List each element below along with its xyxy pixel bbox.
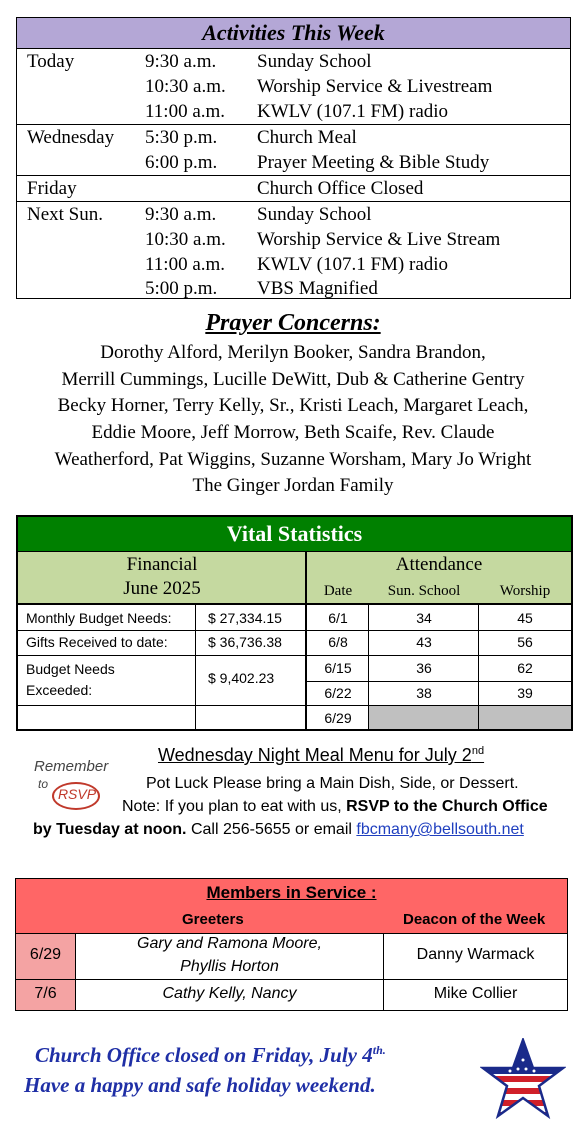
attendance-worship: 56 bbox=[517, 634, 533, 650]
activities-group-today bbox=[17, 48, 570, 124]
activity-time: 10:30 a.m. bbox=[145, 229, 226, 250]
activity-event: Worship Service & Livestream bbox=[257, 76, 493, 97]
activity-row bbox=[17, 49, 570, 74]
gifts-received-label: Gifts Received to date: bbox=[26, 634, 168, 650]
meal-title-text: Wednesday Night Meal Menu for July 2 bbox=[158, 745, 472, 765]
meal-contact-text: Call 256-5655 or email bbox=[186, 821, 357, 838]
grid-line bbox=[195, 605, 196, 729]
prayer-line: The Ginger Jordan Family bbox=[192, 475, 394, 496]
financial-period: June 2025 bbox=[123, 578, 201, 599]
activity-time: 9:30 a.m. bbox=[145, 204, 217, 225]
attendance-worship: 39 bbox=[517, 685, 533, 701]
activity-time: 5:30 p.m. bbox=[145, 127, 218, 148]
activity-row bbox=[17, 125, 570, 150]
activity-day: Friday bbox=[27, 178, 77, 199]
activity-event: VBS Magnified bbox=[257, 278, 378, 299]
logo-rsvp-text: RSVP bbox=[57, 786, 97, 802]
budget-exceeded-value: $ 9,402.23 bbox=[208, 670, 275, 686]
activity-day: Today bbox=[27, 51, 75, 72]
attendance-date: 6/22 bbox=[324, 685, 352, 701]
activity-time: 5:00 p.m. bbox=[145, 278, 218, 299]
vital-statistics-table bbox=[16, 515, 573, 731]
attendance-empty-cell bbox=[369, 706, 479, 729]
logo-remember-text: Remember bbox=[34, 758, 109, 775]
prayer-line: Dorothy Alford, Merilyn Booker, Sandra Brandon, bbox=[100, 342, 486, 363]
grid-line bbox=[16, 933, 567, 934]
activity-row bbox=[17, 227, 570, 252]
members-title: Members in Service : bbox=[206, 883, 377, 902]
activity-day: Next Sun. bbox=[27, 204, 103, 225]
grid-line bbox=[18, 705, 571, 706]
activity-time: 10:30 a.m. bbox=[145, 76, 226, 97]
meal-rsvp-emphasis: RSVP to the Church Office bbox=[346, 798, 548, 815]
attendance-school: 36 bbox=[416, 660, 432, 676]
attendance-date: 6/8 bbox=[328, 634, 348, 650]
grid-line bbox=[307, 681, 571, 682]
activity-row bbox=[17, 176, 570, 201]
meal-deadline: by Tuesday at noon. bbox=[33, 821, 187, 838]
activity-day: Wednesday bbox=[27, 127, 115, 148]
office-closed-notice bbox=[35, 1043, 386, 1068]
attendance-school: 38 bbox=[416, 685, 432, 701]
members-greeters: Gary and Ramona Moore, bbox=[137, 935, 322, 952]
attendance-empty-cell bbox=[479, 706, 571, 729]
budget-exceeded-label-1: Budget Needs bbox=[26, 661, 115, 677]
attendance-col-worship: Worship bbox=[499, 583, 551, 599]
logo-to-text: to bbox=[38, 777, 49, 791]
activity-row bbox=[17, 99, 570, 124]
attendance-school: 34 bbox=[416, 610, 432, 626]
grid-line bbox=[18, 551, 571, 552]
attendance-school: 43 bbox=[416, 634, 432, 650]
members-col-deacon: Deacon of the Week bbox=[403, 911, 546, 928]
prayer-line: Weatherford, Pat Wiggins, Suzanne Worsham, Mary Jo Wright bbox=[54, 449, 532, 470]
attendance-date: 6/29 bbox=[324, 710, 352, 726]
activity-time: 9:30 a.m. bbox=[145, 51, 217, 72]
activity-time: 11:00 a.m. bbox=[145, 254, 226, 275]
members-greeters: Phyllis Horton bbox=[180, 958, 279, 975]
activity-row bbox=[17, 252, 570, 277]
grid-line bbox=[18, 630, 571, 631]
activity-event: Worship Service & Live Stream bbox=[257, 229, 501, 250]
attendance-col-date: Date bbox=[323, 583, 353, 599]
activities-title: Activities This Week bbox=[17, 18, 570, 49]
email-link[interactable]: fbcmany@bellsouth.net bbox=[356, 821, 524, 838]
prayer-line: Becky Horner, Terry Kelly, Sr., Kristi Leach, Margaret Leach, bbox=[57, 395, 529, 416]
activities-group-next-sunday bbox=[17, 201, 570, 298]
office-closed-text: Church Office closed on Friday, July 4 bbox=[35, 1043, 373, 1067]
budget-needs-value: $ 27,334.15 bbox=[208, 610, 282, 626]
members-date: 6/29 bbox=[29, 946, 62, 963]
members-date: 7/6 bbox=[34, 985, 57, 1002]
prayer-line: Eddie Moore, Jeff Morrow, Beth Scaife, Rev. Claude bbox=[91, 422, 495, 443]
members-in-service-table bbox=[15, 878, 568, 1011]
prayer-line: Merrill Cummings, Lucille DeWitt, Dub & Catherine Gentry bbox=[61, 369, 525, 390]
holiday-greeting: Have a happy and safe holiday weekend. bbox=[24, 1073, 376, 1097]
members-greeters: Cathy Kelly, Nancy bbox=[162, 985, 297, 1002]
attendance-date: 6/1 bbox=[328, 610, 348, 626]
meal-line-1: Pot Luck Please bring a Main Dish, Side, or Dessert. bbox=[146, 775, 519, 792]
activity-event: Church Office Closed bbox=[257, 178, 424, 199]
grid-line bbox=[18, 603, 571, 605]
activity-event: Church Meal bbox=[257, 127, 357, 148]
members-deacon: Mike Collier bbox=[433, 985, 518, 1002]
activity-event: KWLV (107.1 FM) radio bbox=[257, 254, 449, 275]
activity-row bbox=[17, 74, 570, 99]
american-flag-star-icon bbox=[480, 1038, 566, 1120]
meal-line-3 bbox=[33, 821, 524, 839]
meal-line-2 bbox=[122, 798, 548, 816]
activity-time: 6:00 p.m. bbox=[145, 152, 218, 173]
remember-to-rsvp-logo bbox=[32, 758, 108, 818]
vital-statistics-title: Vital Statistics bbox=[18, 517, 571, 551]
members-col-greeters: Greeters bbox=[182, 911, 244, 928]
activities-group-friday bbox=[17, 175, 570, 201]
activity-row bbox=[17, 202, 570, 227]
budget-needs-label: Monthly Budget Needs: bbox=[26, 610, 172, 626]
meal-note-text: Note: If you plan to eat with us, bbox=[122, 798, 347, 815]
financial-title: Financial bbox=[126, 554, 198, 575]
gifts-received-value: $ 36,736.38 bbox=[208, 634, 282, 650]
meal-title-sup: nd bbox=[471, 745, 485, 757]
attendance-title: Attendance bbox=[395, 554, 483, 575]
activity-time: 11:00 a.m. bbox=[145, 101, 226, 122]
activities-table bbox=[16, 17, 571, 299]
grid-line bbox=[18, 655, 571, 656]
attendance-col-school: Sun. School bbox=[387, 583, 461, 599]
attendance-date: 6/15 bbox=[324, 660, 352, 676]
office-closed-sup: th. bbox=[372, 1043, 386, 1057]
prayer-concerns-title: Prayer Concerns: bbox=[205, 310, 381, 336]
activities-group-wednesday bbox=[17, 124, 570, 175]
budget-exceeded-label-2: Exceeded: bbox=[26, 682, 93, 698]
meal-title bbox=[158, 745, 484, 766]
activity-row bbox=[17, 276, 570, 301]
grid-line bbox=[16, 979, 567, 980]
activity-event: KWLV (107.1 FM) radio bbox=[257, 101, 449, 122]
members-deacon: Danny Warmack bbox=[416, 946, 535, 963]
activity-event: Sunday School bbox=[257, 204, 372, 225]
activity-event: Prayer Meeting & Bible Study bbox=[257, 152, 490, 173]
activity-row bbox=[17, 150, 570, 175]
attendance-worship: 62 bbox=[517, 660, 533, 676]
activity-event: Sunday School bbox=[257, 51, 372, 72]
attendance-worship: 45 bbox=[517, 610, 533, 626]
